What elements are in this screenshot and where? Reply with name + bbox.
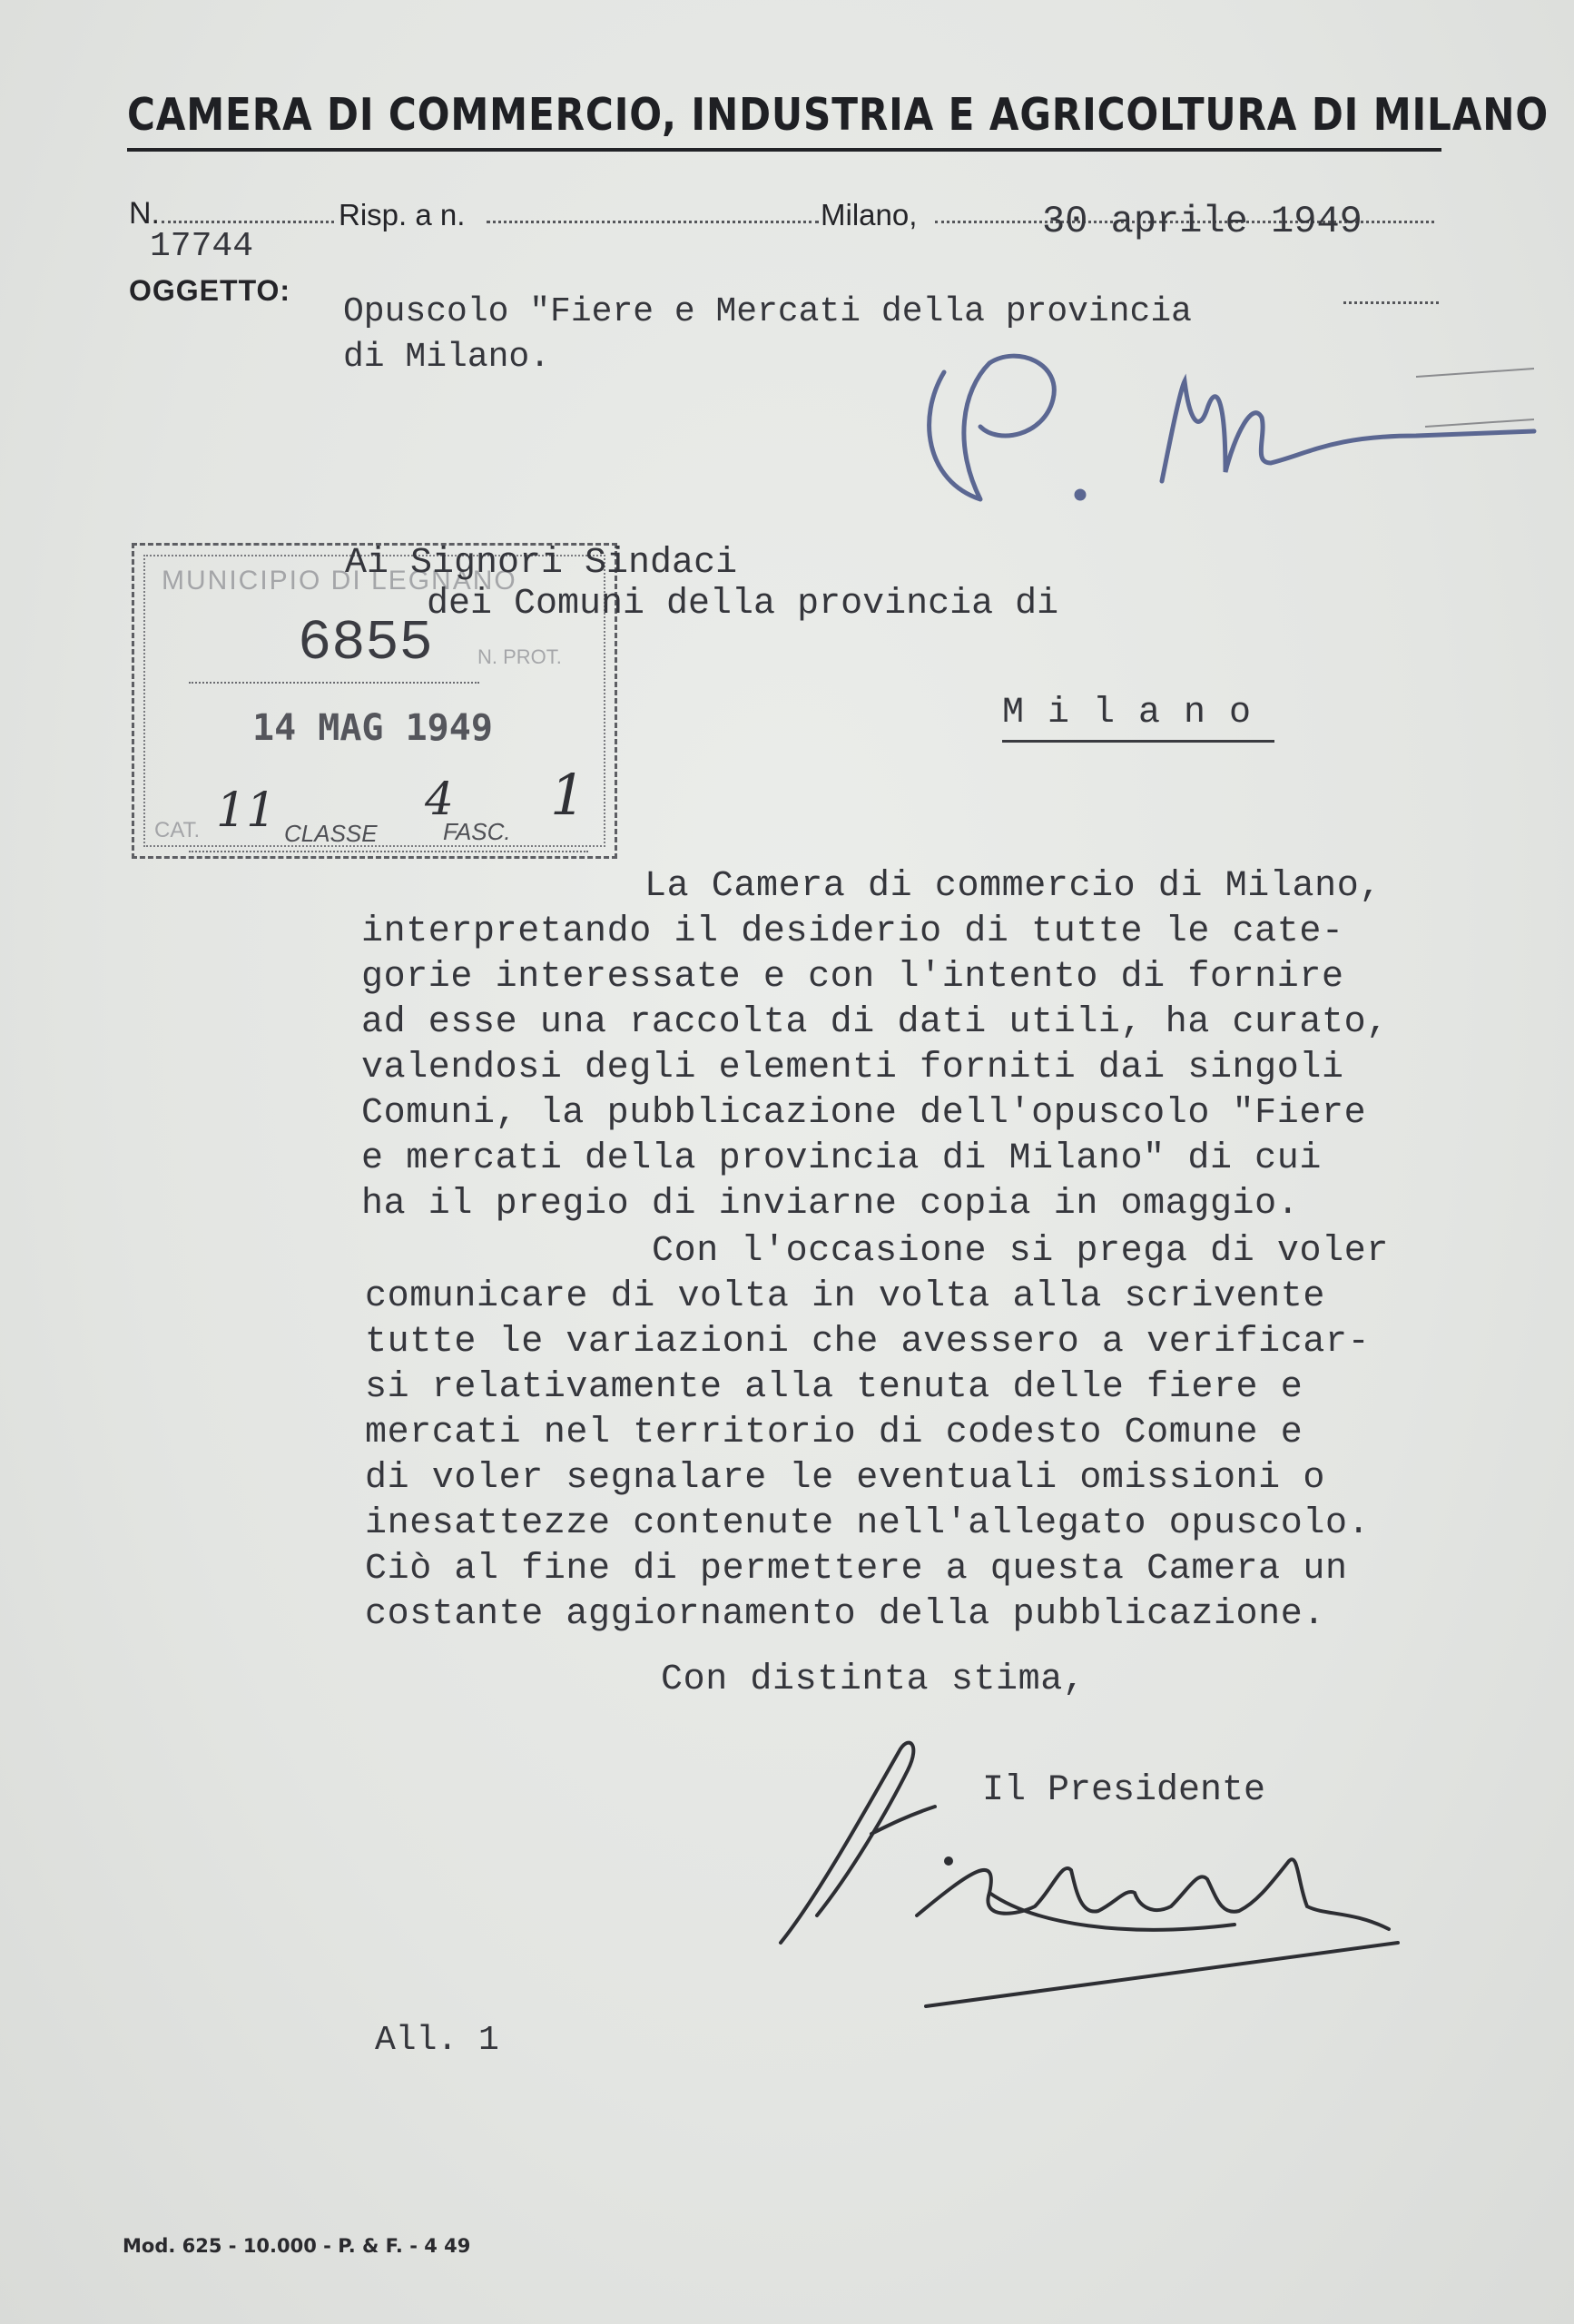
stamp-date: 14 MAG 1949 xyxy=(252,707,493,749)
handwritten-initials xyxy=(908,336,1543,517)
number-dotline xyxy=(162,221,334,223)
body-line: comunicare di volta in volta alla scrivente xyxy=(365,1276,1325,1317)
stamp-protocol-number: 6855 xyxy=(298,611,433,675)
body-line: ad esse una raccolta di dati utili, ha curato, xyxy=(361,1002,1389,1043)
stamp-fasc-label: FASC. xyxy=(443,818,511,845)
body-line: costante aggiornamento della pubblicazione. xyxy=(365,1594,1325,1635)
subject-line-1: Opuscolo "Fiere e Mercati della provincia xyxy=(343,292,1192,331)
body-line: gorie interessate e con l'intento di fornire xyxy=(361,957,1344,998)
body-line: di voler segnalare le eventuali omissioni o xyxy=(365,1458,1325,1499)
letterhead-rule xyxy=(127,148,1441,152)
president-signature xyxy=(762,1734,1452,2024)
recipient-line-2: dei Comuni della provincia di xyxy=(427,584,1059,625)
body-line: si relativamente alla tenuta delle fiere e xyxy=(365,1367,1303,1408)
recipient-city-underline xyxy=(1002,740,1274,743)
reply-label: Risp. a n. xyxy=(339,198,466,231)
date-value: 30 aprile 1949 xyxy=(1042,200,1362,243)
body-line: inesattezze contenute nell'allegato opuscolo. xyxy=(365,1503,1371,1544)
city-label: Milano, xyxy=(821,198,918,231)
body-line: interpretando il desiderio di tutte le cate- xyxy=(361,911,1344,952)
stamp-classe-value: 4 xyxy=(425,773,454,825)
body-line: La Camera di commercio di Milano, xyxy=(644,866,1382,907)
reply-dotline xyxy=(487,221,819,223)
stamp-classe-label: CLASSE xyxy=(284,820,378,847)
attachment-note: All. 1 xyxy=(375,2021,499,2060)
body-line: ha il pregio di inviarne copia in omaggio. xyxy=(361,1184,1300,1225)
stamp-number-dotline xyxy=(189,682,479,684)
form-code: Mod. 625 - 10.000 - P. & F. - 4 49 xyxy=(123,2235,471,2257)
number-value: 17744 xyxy=(150,227,254,266)
closing-salutation: Con distinta stima, xyxy=(661,1659,1086,1700)
stamp-cat-value: 11 xyxy=(216,783,277,838)
subject-dotline xyxy=(1343,301,1439,304)
recipient-line-1: Ai Signori Sindaci xyxy=(345,543,738,584)
subject-line-2: di Milano. xyxy=(343,338,551,377)
subject-label: OGGETTO: xyxy=(129,274,291,307)
stamp-fasc-value: 1 xyxy=(550,762,586,828)
number-label: N. xyxy=(129,196,160,231)
recipient-city: M i l a n o xyxy=(1002,693,1253,734)
stamp-prot-label: N. PROT. xyxy=(477,645,562,668)
body-line: tutte le variazioni che avessero a verificar- xyxy=(365,1322,1371,1363)
stamp-cat-label: CAT. xyxy=(154,818,201,842)
body-line: Con l'occasione si prega di voler xyxy=(652,1231,1389,1272)
stamp-header: MUNICIPIO DI LEGNANO xyxy=(162,566,517,596)
body-line: valendosi degli elementi forniti dai singoli xyxy=(361,1048,1344,1088)
stamp-bottom-dotline xyxy=(189,851,588,852)
body-line: Ciò al fine di permettere a questa Camera un xyxy=(365,1549,1348,1590)
body-line: Comuni, la pubblicazione dell'opuscolo "Fiere xyxy=(361,1093,1367,1134)
letterhead-title: CAMERA DI COMMERCIO, INDUSTRIA E AGRICOLTURA DI MILANO xyxy=(127,89,1549,141)
body-line: e mercati della provincia di Milano" di cui xyxy=(361,1138,1322,1179)
body-line: mercati nel territorio di codesto Comune e xyxy=(365,1413,1303,1453)
president-title: Il Presidente xyxy=(982,1770,1266,1811)
